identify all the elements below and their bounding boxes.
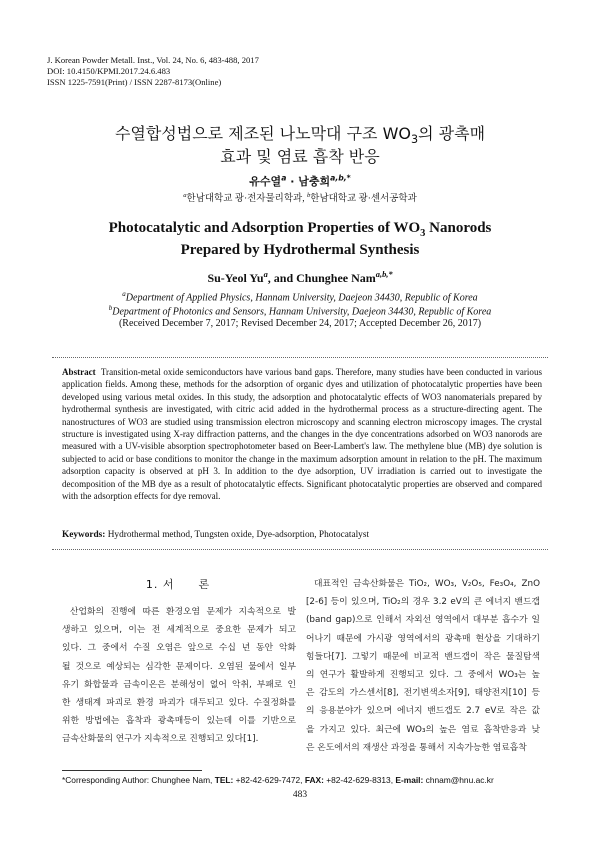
- body-text-line: 의 응용분야가 있으며 에너지 밴드갭도 2.7 eV로 작은 값: [306, 706, 540, 717]
- body-text-line: [2-6] 등이 있으며, TiO₂의 경우 3.2 eV의 큰 에너지 밴드갭: [306, 597, 540, 608]
- issn-line: ISSN 1225-7591(Print) / ISSN 2287-8173(Online): [47, 77, 222, 87]
- body-text-line: 생하고 있으며, 이는 전 세계적으로 중요한 문제가 되고: [62, 625, 296, 636]
- body-text-line: 은 온도에서의 재생산 과정을 통해서 지속가능한 염료흡착: [306, 742, 527, 753]
- journal-header: [47, 55, 259, 88]
- english-affiliation-b: $^b$Department of Photonics and Sensors, Hannam University, Daejeon 34430, Republic of Korea: [108, 304, 492, 318]
- divider-top: [52, 357, 548, 358]
- page-number: 483: [292, 790, 308, 800]
- body-text-line: (band gap)으로 인해서 자외선 영역에서 대부분 흡수가 일: [306, 615, 540, 626]
- korean-title-line2: 효과 및 염료 흡착 반응: [220, 147, 380, 166]
- body-text-line: 한 생태계 파괴로 환경 파괴가 대두되고 있다. 수질정화를: [62, 698, 296, 708]
- abstract-label: Abstract: [62, 367, 96, 377]
- body-text-line: 금속산화물의 연구가 지속적으로 진행되고 있다[1].: [62, 734, 259, 745]
- body-text-line: 있다. 그 중에서 수질 오염은 앞으로 수십 년 동안 악화: [62, 643, 296, 654]
- english-affiliation-a: $^a$Department of Applied Physics, Hannam University, Daejeon 34430, Republic of Korea: [122, 290, 478, 304]
- english-title-line2: Prepared by Hydrothermal Synthesis: [180, 242, 420, 258]
- body-text-line: 의 연구가 활발하게 진행되고 있다. 그 중에서 WO₃는 높: [306, 670, 540, 680]
- doi-line: DOI: 10.4150/KPMI.2017.24.6.483: [47, 66, 171, 76]
- body-text-line: 힘들다[7]. 그렇기 때문에 비교적 밴드갭이 작은 물질탐색: [306, 651, 540, 662]
- received-dates: (Received December 7, 2017; Revised December 24, 2017; Accepted December 26, 2017): [118, 318, 482, 329]
- english-authors: Su-Yeol Yu$^a$, and Chunghee Nam$^{a,b,*}$: [207, 270, 393, 285]
- divider-bottom: [52, 549, 548, 550]
- korean-authors: 유수열$^a$ · 남충희$^{a,b,*}$: [249, 173, 351, 188]
- abstract: [62, 366, 542, 502]
- body-text-line: 될 것으로 예상되는 심각한 문제이다. 오염된 물에서 일부: [62, 661, 296, 672]
- corresponding-author-footnote: *Corresponding Author: Chunghee Nam, TEL: +82-42-629-7472, FAX: +82-42-629-8313, E-mail: chnam@hnu.ac.kr: [62, 775, 494, 785]
- section-heading: 1. 서 론: [145, 578, 211, 591]
- footnote-rule: [62, 770, 202, 771]
- body-text-line: 은 감도의 가스센서[8], 전기변색소자[9], 태양전지[10] 등: [306, 688, 540, 699]
- body-text-line: 어나기 때문에 가시광 영역에서의 광촉매 현상을 기대하기: [306, 633, 540, 644]
- korean-title-line1: 수열합성법으로 제조된 나노막대 구조 $WO_3$의 광촉매: [114, 124, 486, 147]
- keywords: Keywords: Hydrothermal method, Tungsten oxide, Dye-adsorption, Photocatalyst: [62, 530, 370, 540]
- english-title-line1: Photocatalytic and Adsorption Properties of $WO_3$ Nanorods: [108, 220, 492, 239]
- body-text-line: 산업화의 진행에 따른 환경오염 문제가 지속적으로 발: [70, 607, 296, 617]
- body-text-line: 대표적인 금속산화물은 TiO₂, WO₃, V₂O₅, Fe₃O₄, ZnO: [314, 579, 540, 589]
- body-text-line: 유기 화합물과 금속이온은 분해성이 없어 악취, 부패로 인: [62, 679, 296, 690]
- korean-affiliations: $^a$한남대학교 광·전자물리학과, $^b$한남대학교 광·센서공학과: [183, 191, 417, 204]
- journal-citation: J. Korean Powder Metall. Inst., Vol. 24, No. 6, 483-488, 2017: [47, 55, 259, 65]
- body-text-line: 위한 방법에는 흡착과 광촉매등이 있는데 이를 기반으로: [62, 716, 296, 727]
- abstract-text: Transition-metal oxide semiconductors have various band gaps. Therefore, many studies have been conducted in various application fields. Among these, methods for the adsorption of organic dyes and utilization of photocatalytic properties have been developed using various metal oxides. In this study, the adsorption and photocatalytic effects of WO3 nanomaterials prepared by hydrothermal synthesis are investigated, with citric acid added in the hydrothermal process as a structure-directing agent. The nanostructures of WO3 are studied using transmission electron microscopy and scanning electron microscopy images. The crystal structure is investigated using X-ray diffraction patterns, and the changes in the dye concentrations adsorbed on WO3 nanorods are measured with a UV-visible absorption spectrophotometer based on Beer-Lambert's law. The methylene blue (MB) dye solution is subjected to acid or base conditions to monitor the change in the maximum adsorption amount in relation to the pH. The maximum adsorption capacity is observed at pH 3. In addition to the dye adsorption, UV irradiation is carried out to investigate the decomposition of the MB dye as a result of photocatalytic effects. Significant photocatalytic properties are observed and compared with the adsorption effects for dye removal.: [62, 367, 542, 502]
- body-text-line: 을 가지고 있다. 최근에 WO₃의 높은 염료 흡착반응과 낮: [306, 724, 540, 735]
